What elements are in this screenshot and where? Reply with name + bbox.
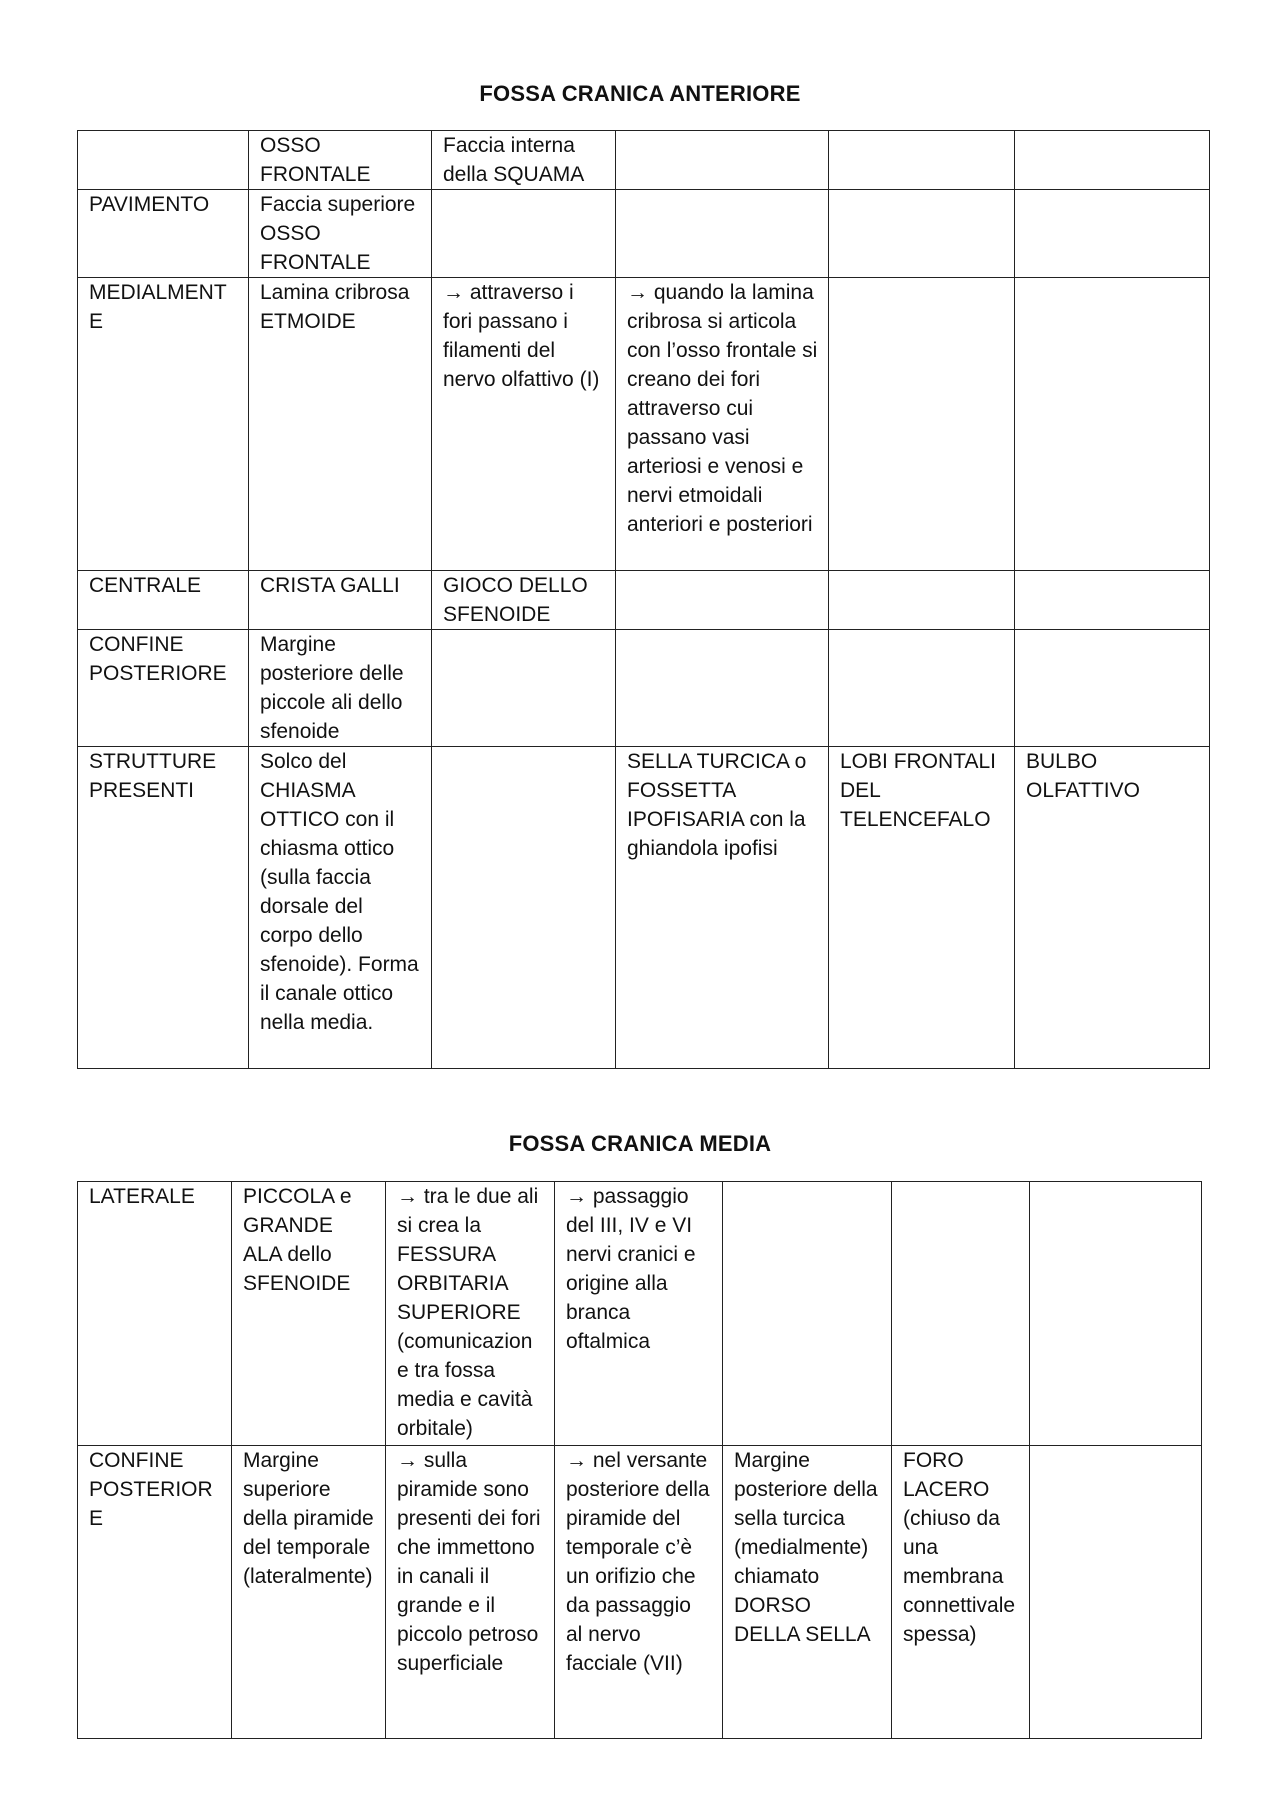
table-cell — [616, 131, 829, 190]
table-cell — [829, 571, 1015, 630]
table-cell: → attraverso i fori passano i filamenti del nervo olfattivo (I) — [432, 278, 616, 571]
table-cell: LOBI FRONTALI DEL TELENCEFALO — [829, 747, 1015, 1069]
table-cell: Margine superiore della piramide del temporale (lateralmente) — [232, 1446, 386, 1739]
section-title-anterior: FOSSA CRANICA ANTERIORE — [479, 81, 801, 106]
table-cell: OSSO FRONTALE — [249, 131, 432, 190]
table-cell — [616, 571, 829, 630]
table-cell: CENTRALE — [78, 571, 249, 630]
table-cell: CONFINE POSTERIORE — [78, 630, 249, 747]
table-cell: CONFINE POSTERIORE — [78, 1446, 232, 1739]
table-row — [78, 1182, 1202, 1446]
table-cell: BULBO OLFATTIVO — [1015, 747, 1210, 1069]
table-cell: STRUTTURE PRESENTI — [78, 747, 249, 1069]
table-cell — [1015, 131, 1210, 190]
table-cell — [829, 190, 1015, 278]
table-cell: → passaggio del III, IV e VI nervi cranici e origine alla branca oftalmica — [555, 1182, 723, 1446]
table-cell — [432, 190, 616, 278]
table-cell: SELLA TURCICA o FOSSETTA IPOFISARIA con la ghiandola ipofisi — [616, 747, 829, 1069]
table-cell — [432, 747, 616, 1069]
table-cell: → sulla piramide sono presenti dei fori che immettono in canali il grande e il piccolo petroso superficiale — [386, 1446, 555, 1739]
table-cell — [1015, 190, 1210, 278]
table-cell: → tra le due ali si crea la FESSURA ORBITARIA SUPERIORE (comunicazione tra fossa media e cavità orbitale) — [386, 1182, 555, 1446]
table-cell — [78, 131, 249, 190]
table-cell — [1030, 1446, 1202, 1739]
table-cell — [432, 630, 616, 747]
table-cell: Faccia superiore OSSO FRONTALE — [249, 190, 432, 278]
table-cell: MEDIALMENTE — [78, 278, 249, 571]
table-cell — [892, 1182, 1030, 1446]
section-title-media: FOSSA CRANICA MEDIA — [508, 1131, 772, 1156]
table-cell: Faccia interna della SQUAMA — [432, 131, 616, 190]
table-cell — [1015, 278, 1210, 571]
table-row — [78, 571, 1210, 630]
table-cell — [829, 278, 1015, 571]
table-cell: Margine posteriore delle piccole ali dello sfenoide — [249, 630, 432, 747]
table-cell — [723, 1182, 892, 1446]
table-cell: → quando la lamina cribrosa si articola con l’osso frontale si creano dei fori attraverso cui passano vasi arteriosi e venosi e nervi etmoidali anteriori e posteriori — [616, 278, 829, 571]
table-cell: FORO LACERO (chiuso da una membrana connettivale spessa) — [892, 1446, 1030, 1739]
table-cell — [1030, 1182, 1202, 1446]
table-row — [78, 131, 1210, 190]
table-row — [78, 1446, 1202, 1739]
table-cell: PAVIMENTO — [78, 190, 249, 278]
table-cell — [616, 190, 829, 278]
table-row — [78, 747, 1210, 1069]
table-cell — [1015, 571, 1210, 630]
table-row — [78, 190, 1210, 278]
table-row — [78, 630, 1210, 747]
table-fossa-anteriore — [77, 130, 1210, 1069]
table-cell — [616, 630, 829, 747]
table-cell: GIOCO DELLO SFENOIDE — [432, 571, 616, 630]
table-cell — [829, 131, 1015, 190]
table-cell: Solco del CHIASMA OTTICO con il chiasma ottico (sulla faccia dorsale del corpo dello sfenoide). Forma il canale ottico nella media. — [249, 747, 432, 1069]
table-row — [78, 278, 1210, 571]
table-fossa-media — [77, 1181, 1202, 1739]
table-cell: PICCOLA e GRANDE ALA dello SFENOIDE — [232, 1182, 386, 1446]
table-cell: LATERALE — [78, 1182, 232, 1446]
table-cell — [829, 630, 1015, 747]
table-cell: Lamina cribrosa ETMOIDE — [249, 278, 432, 571]
table-cell: CRISTA GALLI — [249, 571, 432, 630]
table-cell: Margine posteriore della sella turcica (medialmente) chiamato DORSO DELLA SELLA — [723, 1446, 892, 1739]
table-cell: → nel versante posteriore della piramide del temporale c’è un orifizio che da passaggio al nervo facciale (VII) — [555, 1446, 723, 1739]
table-cell — [1015, 630, 1210, 747]
